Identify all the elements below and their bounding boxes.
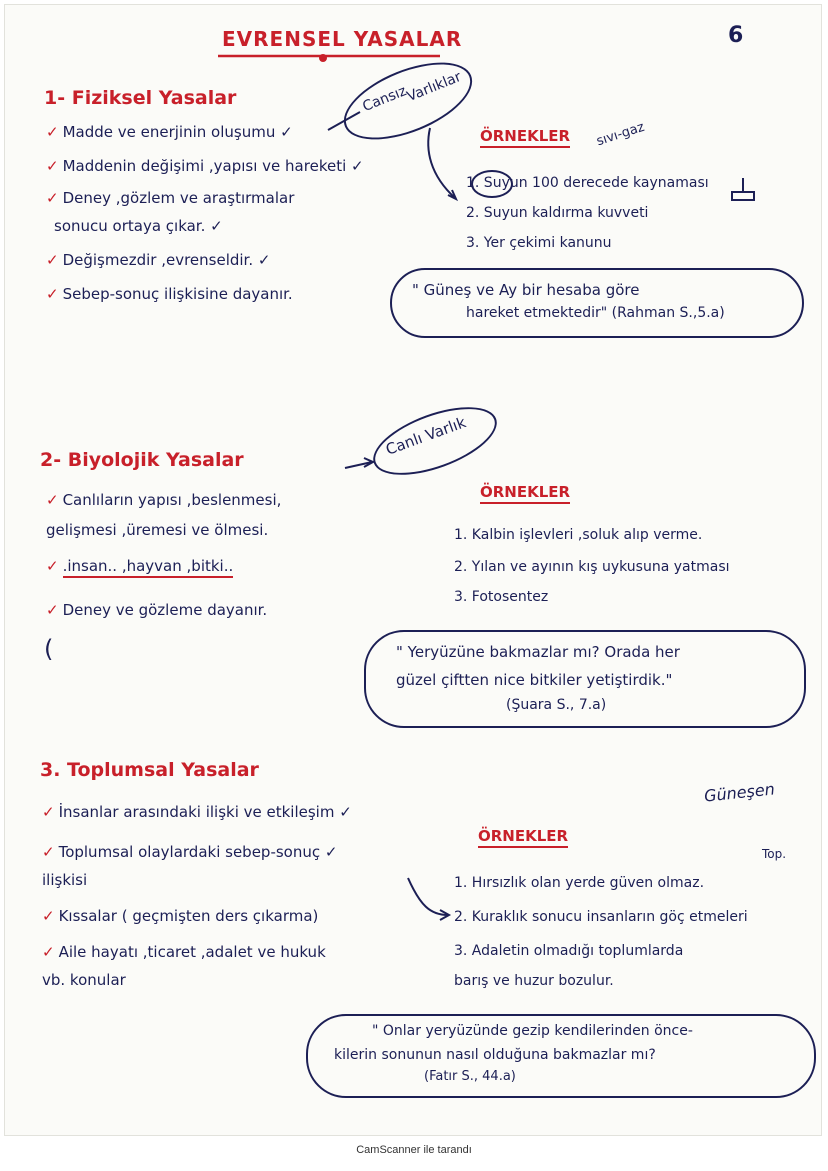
s3-heading: 3. Toplumsal Yasalar: [40, 759, 259, 781]
s3-item-2: ✓ Toplumsal olaylardaki sebep-sonuç ✓: [42, 843, 338, 861]
s2-quote-line1: " Yeryüzüne bakmazlar mı? Orada her: [396, 643, 680, 661]
s1-item-5: ✓ Değişmezdir ,evrenseldir. ✓: [46, 251, 271, 269]
s2-example-1: 1. Kalbin işlevleri ,soluk alıp verme.: [454, 527, 703, 543]
s1-quote-cloud: [390, 268, 804, 338]
s2-oval-label: Canlı Varlık: [383, 413, 469, 459]
s2-item-3: ✓ .insan.. ,hayvan ,bitki..: [46, 558, 233, 575]
s1-item-6: ✓ Sebep-sonuç ilişkisine dayanır.: [46, 285, 293, 303]
s2-example-3: 3. Fotosentez: [454, 589, 549, 605]
s2-example-2: 2. Yılan ve ayının kış uykusuna yatması: [454, 559, 730, 575]
page-title: EVRENSEL YASALAR: [222, 27, 463, 51]
s3-examples-title: ÖRNEKLER: [478, 828, 568, 845]
s3-item-4: ✓ Kıssalar ( geçmişten ders çıkarma): [42, 907, 319, 925]
s3-quote-line3: (Fatır S., 44.a): [424, 1069, 516, 1084]
s2-quote-line2: güzel çiftten nice bitkiler yetiştirdik.": [396, 671, 673, 689]
s3-example-2: 2. Kuraklık sonucu insanların göç etmeleri: [454, 909, 748, 925]
s2-item-4: ✓ Deney ve gözleme dayanır.: [46, 601, 268, 619]
page-mark: 6: [728, 23, 744, 48]
s3-item-3: ilişkisi: [42, 871, 88, 889]
s3-example-4: barış ve huzur bozulur.: [454, 973, 614, 989]
s2-item-1: ✓ Canlıların yapısı ,beslenmesi,: [46, 491, 282, 509]
s2-quote-line3: (Şuara S., 7.a): [506, 697, 607, 713]
s1-oval-line2: Varlıklar: [404, 68, 464, 106]
s3-top-note: Top.: [762, 847, 787, 861]
s1-item-3: ✓ Deney ,gözlem ve araştırmalar: [46, 189, 295, 207]
s2-item-2: gelişmesi ,üremesi ve ölmesi.: [46, 521, 269, 539]
s1-item-2: ✓ Maddenin değişimi ,yapısı ve hareketi ✓: [46, 157, 364, 175]
s1-side-note: sıvı-gaz: [594, 119, 647, 150]
s1-quote-line1: " Güneş ve Ay bir hesaba göre: [412, 281, 640, 299]
title-dot: [319, 54, 327, 62]
s2-item-5: (: [44, 635, 54, 663]
s1-oval-line1: Cansız: [360, 83, 409, 116]
s3-item-6: vb. konular: [42, 971, 126, 989]
s3-example-3: 3. Adaletin olmadığı toplumlarda: [454, 943, 684, 959]
s2-heading: 2- Biyolojik Yasalar: [40, 449, 244, 471]
s3-item-1: ✓ İnsanlar arasındaki ilişki ve etkileşim ✓: [42, 803, 352, 821]
s1-heading: 1- Fiziksel Yasalar: [44, 87, 237, 109]
signature: Güneşen: [703, 779, 776, 806]
s1-example-2: 2. Suyun kaldırma kuvveti: [466, 205, 649, 221]
s3-quote-line2: kilerin sonunun nasıl olduğuna bakmazlar mı?: [334, 1047, 656, 1063]
s2-examples-title: ÖRNEKLER: [480, 484, 570, 501]
s1-arrow-curve: [428, 128, 455, 198]
s3-example-1: 1. Hırsızlık olan yerde güven olmaz.: [454, 875, 705, 891]
s3-quote-line1: " Onlar yeryüzünde gezip kendilerinden önce-: [372, 1023, 693, 1039]
s1-item-4: sonucu ortaya çıkar. ✓: [54, 217, 223, 235]
s1-item-1: ✓ Madde ve enerjinin oluşumu ✓: [46, 123, 293, 141]
s3-item-5: ✓ Aile hayatı ,ticaret ,adalet ve hukuk: [42, 943, 326, 961]
s3-arrow: [408, 878, 448, 915]
s1-examples-title: ÖRNEKLER: [480, 128, 570, 145]
s1-example-3: 3. Yer çekimi kanunu: [466, 235, 612, 251]
boat-icon: [732, 192, 754, 200]
s1-example-1: 1. Suyun 100 derecede kaynaması: [466, 175, 709, 191]
scanner-footer: CamScanner ile tarandı: [356, 1144, 472, 1156]
s1-quote-line2: hareket etmektedir" (Rahman S.,5.a): [466, 305, 725, 321]
